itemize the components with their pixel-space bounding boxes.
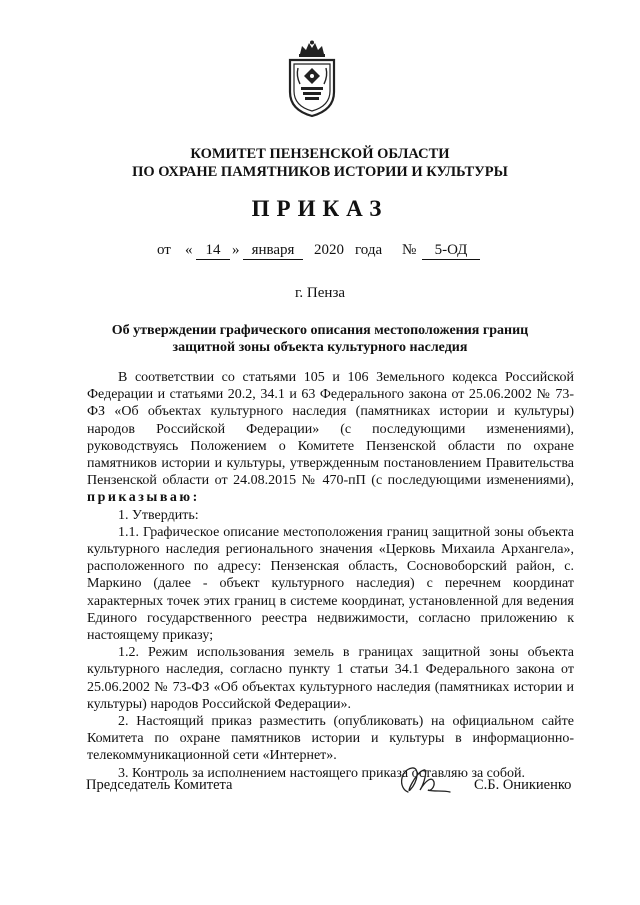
item-1-2: 1.2. Режим использования земель в границах защитной зоны объекта культурного наследия, согласно пункту 1 статьи 34.1 Федерального закона от 25.06.2002 № 73-ФЗ «Об объектах культурного наследия (памятниках истории и культуры) народов Российской Федерации». bbox=[87, 645, 574, 712]
document-type-title: ПРИКАЗ bbox=[251, 196, 389, 221]
preamble-text: В соответствии со статьями 105 и 106 Земельного кодекса Российской Федерации и статьями 20.2, 34.1 и 63 Федерального закона от 25.06.2002 № 73-ФЗ «Об объектах культурного наследия (памятниках истории и культуры) народов Российской Федерации» (с последующими изменениями), руководствуясь Положением о Комитете Пензенской области по охране памятников истории и культуры, утвержденным постановлением Правительства Пензенской области от 24.08.2015 № 470-пП (с последующими изменениями), bbox=[87, 370, 574, 489]
handwritten-signature-icon bbox=[394, 762, 456, 802]
signatory-name: С.Б. Оникиенко bbox=[474, 777, 572, 793]
order-word: приказываю: bbox=[87, 490, 200, 506]
date-day: 14 bbox=[196, 242, 230, 260]
number-sign: № bbox=[402, 242, 417, 258]
order-heading-line2: защитной зоны объекта культурного наследия bbox=[172, 340, 468, 355]
city: г. Пенза bbox=[294, 285, 346, 301]
item-1: 1. Утвердить: bbox=[118, 507, 199, 523]
order-heading-line1: Об утверждении графического описания местоположения границ bbox=[111, 323, 529, 338]
organization-name-line1: КОМИТЕТ ПЕНЗЕНСКОЙ ОБЛАСТИ bbox=[190, 146, 450, 162]
order-number: 5-ОД bbox=[422, 242, 480, 260]
signatory-position: Председатель Комитета bbox=[86, 777, 233, 793]
order-heading bbox=[80, 322, 560, 356]
order-body bbox=[87, 369, 574, 782]
date-year: 2020 bbox=[314, 242, 344, 258]
item-2: 2. Настоящий приказ разместить (опубликовать) на официальном сайте Комитета по охране памятников истории и культуры в информационно-телекоммуникационной сети «Интернет». bbox=[87, 714, 574, 764]
preamble-paragraph bbox=[87, 369, 574, 507]
date-year-label: года bbox=[355, 242, 383, 258]
date-open-quote: « bbox=[185, 242, 193, 258]
date-month: января bbox=[243, 242, 303, 260]
item-1-1: 1.1. Графическое описание местоположения границ защитной зоны объекта культурного наследия регионального значения «Церковь Михаила Архангела», расположенного по адресу: Пензенская область, Сосновоборский район, с. Маркино (далее - объект культурного наследия) с перечнем координат характерных точек этих границ в системе координат, установленной для ведения Единого государственного реестра недвижимости, согласно приложению к настоящему приказу; bbox=[87, 524, 574, 644]
organization-name-line2: ПО ОХРАНЕ ПАМЯТНИКОВ ИСТОРИИ И КУЛЬТУРЫ bbox=[132, 164, 508, 180]
item-3: 3. Контроль за исполнением настоящего приказа оставляю за собой. bbox=[118, 765, 526, 781]
coat-of-arms-icon bbox=[284, 40, 340, 118]
date-close-quote: » bbox=[232, 242, 240, 258]
date-from-label: от bbox=[157, 242, 171, 258]
